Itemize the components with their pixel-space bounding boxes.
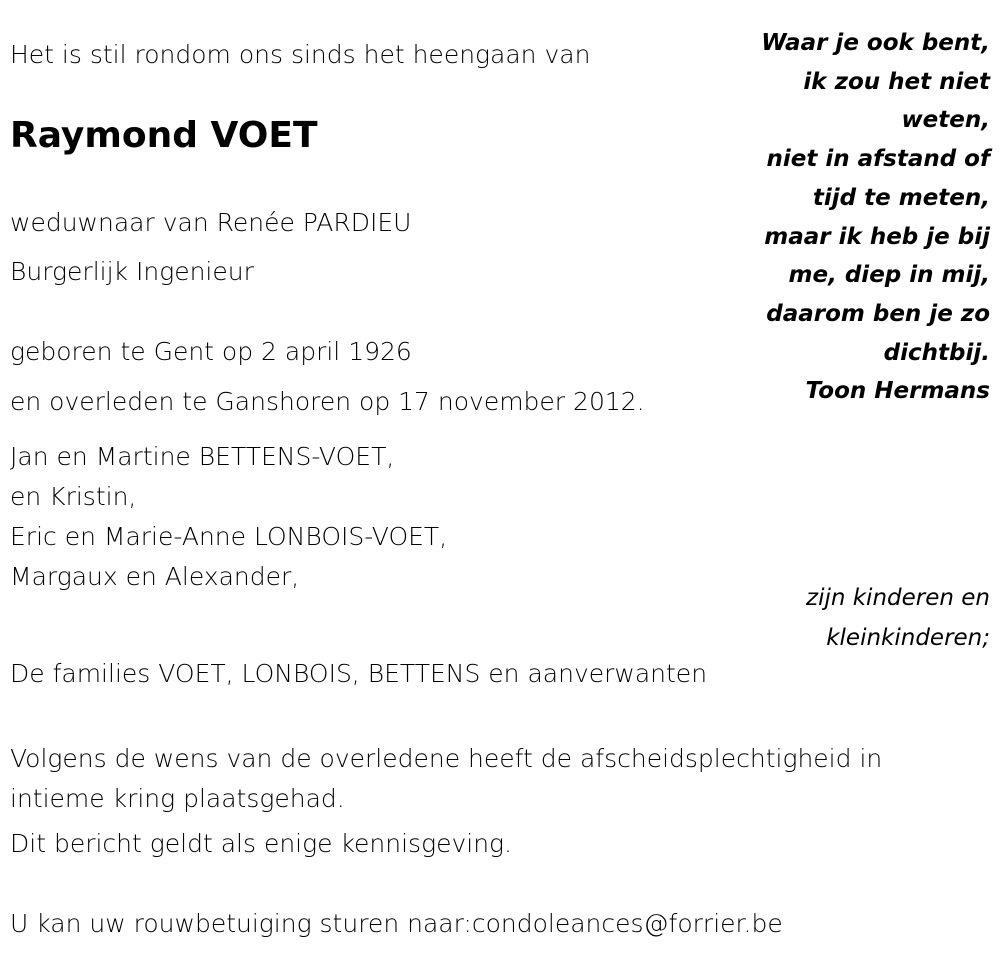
family-list xyxy=(10,437,447,597)
condolence-line: U kan uw rouwbetuiging sturen naar:condoleances@forrier.be xyxy=(10,909,783,938)
notice-line: Dit bericht geldt als enige kennisgeving. xyxy=(10,829,512,858)
poem-line: me, diep in mij, xyxy=(788,262,990,289)
families-line: De families VOET, LONBOIS, BETTENS en aanverwanten xyxy=(10,659,708,688)
poem-line: niet in afstand of xyxy=(766,146,990,173)
poem-line: maar ik heb je bij xyxy=(764,223,990,250)
family-member: Jan en Martine BETTENS-VOET, xyxy=(10,442,395,471)
family-member: en Kristin, xyxy=(10,482,137,511)
profession-line: Burgerlijk Ingenieur xyxy=(10,257,254,286)
poem-line: dichtbij. xyxy=(883,339,990,366)
widower-line: weduwnaar van Renée PARDIEU xyxy=(10,208,412,237)
family-member: Eric en Marie-Anne LONBOIS-VOET, xyxy=(10,522,448,551)
poem-line: weten, xyxy=(901,107,990,134)
poem-line: tijd te meten, xyxy=(812,184,990,211)
poem-line: Waar je ook bent, xyxy=(761,30,990,56)
poem-line: daarom ben je zo xyxy=(766,300,990,327)
poem-line: ik zou het niet xyxy=(803,68,990,95)
wish-text: Volgens de wens van de overledene heeft de afscheidsplechtigheid in intieme kring plaatsgehad. xyxy=(10,744,883,813)
birth-line: geboren te Gent op 2 april 1926 xyxy=(10,337,412,366)
intro-text: Het is stil rondom ons sinds het heengaan van xyxy=(10,40,591,69)
death-line: en overleden te Ganshoren op 17 november 2012. xyxy=(10,387,645,416)
relation-note: zijn kinderen en kleinkinderen; xyxy=(806,585,990,651)
deceased-name: Raymond VOET xyxy=(10,115,318,156)
poem xyxy=(750,24,990,411)
family-member: Margaux en Alexander, xyxy=(10,562,300,591)
poem-author: Toon Hermans xyxy=(805,378,990,405)
